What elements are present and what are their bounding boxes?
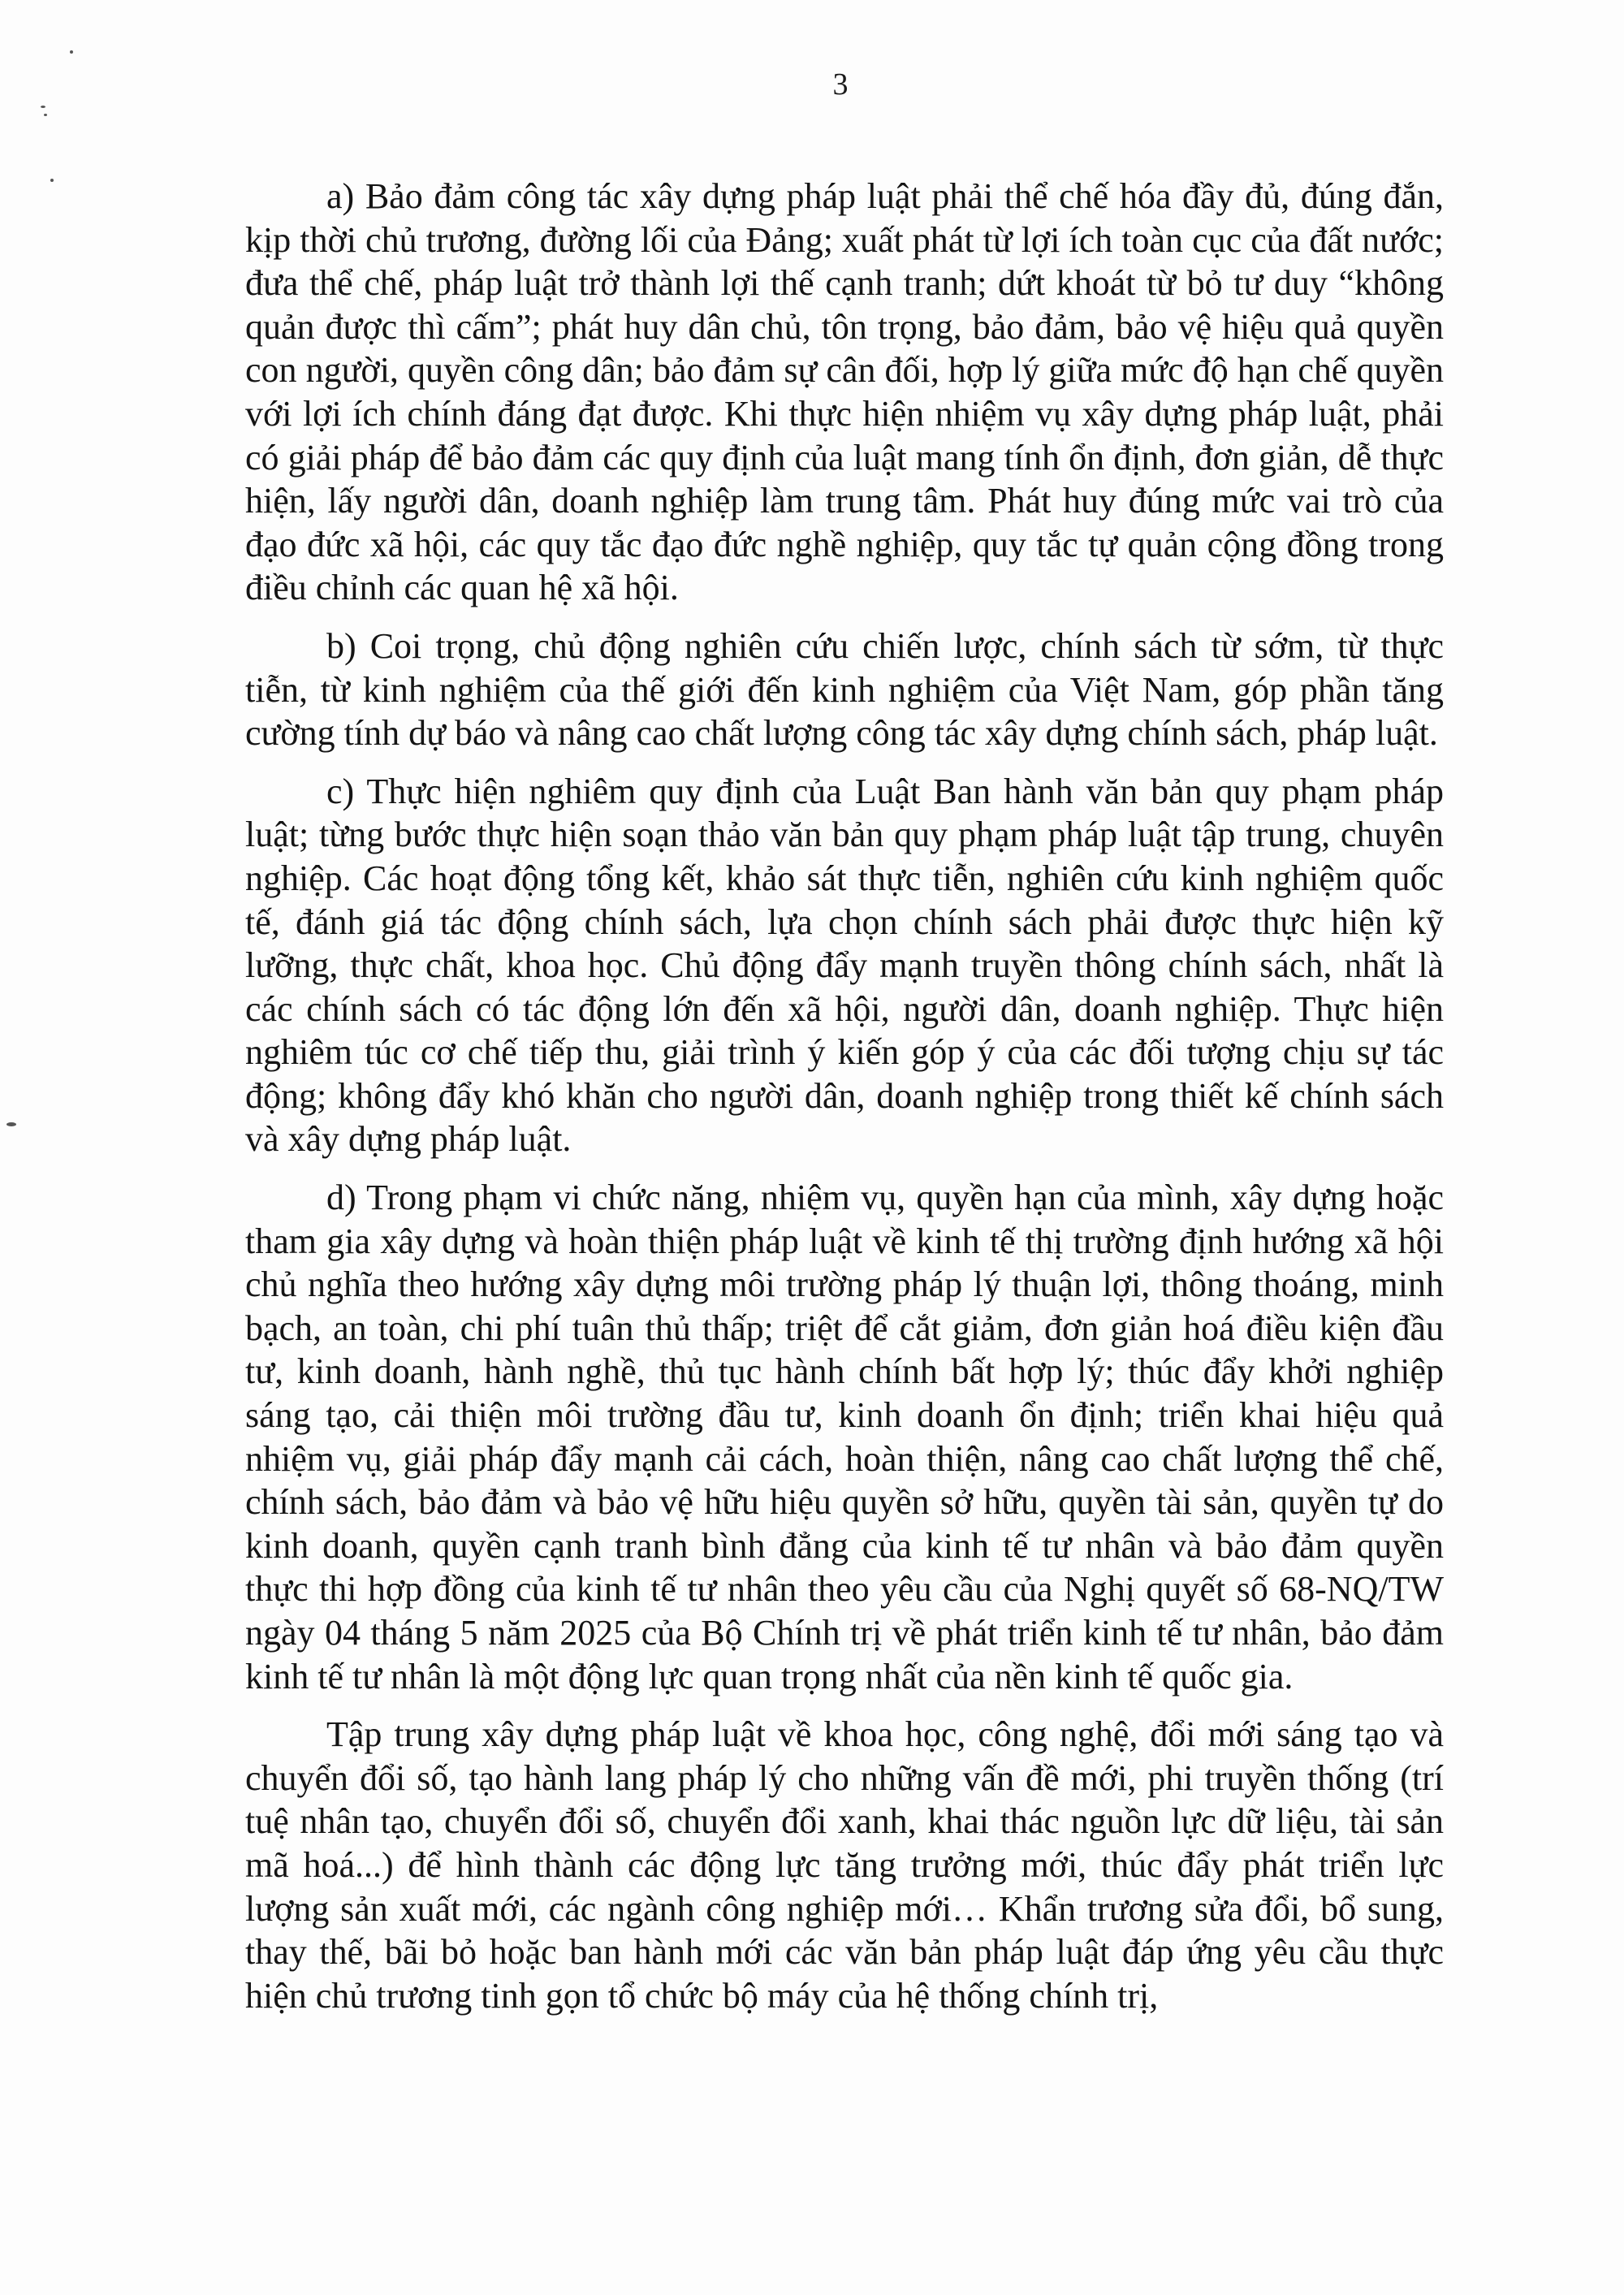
paragraph-b: b) Coi trọng, chủ động nghiên cứu chiến lược, chính sách từ sớm, từ thực tiễn, từ kinh nghiệm của thế giới đến kinh nghiệm của Việt Nam, góp phần tăng cường tính dự báo và nâng cao chất lượng công tác xây dựng chính sách, pháp luật.: [245, 625, 1444, 754]
paragraph-d: d) Trong phạm vi chức năng, nhiệm vụ, quyền hạn của mình, xây dựng hoặc tham gia xây dựng và hoàn thiện pháp luật về kinh tế thị trường định hướng xã hội chủ nghĩa theo hướng xây dựng môi trường pháp lý thuận lợi, thông thoáng, minh bạch, an toàn, chi phí tuân thủ thấp; triệt để cắt giảm, đơn giản hoá điều kiện đầu tư, kinh doanh, hành nghề, thủ tục hành chính bất hợp lý; thúc đẩy khởi nghiệp sáng tạo, cải thiện môi trường đầu tư, kinh doanh ổn định; triển khai hiệu quả nhiệm vụ, giải pháp đẩy mạnh cải cách, hoàn thiện, nâng cao chất lượng thể chế, chính sách, bảo đảm và bảo vệ hữu hiệu quyền sở hữu, quyền tài sản, quyền tự do kinh doanh, quyền cạnh tranh bình đẳng của kinh tế tư nhân và bảo đảm quyền thực thi hợp đồng của kinh tế tư nhân theo yêu cầu của Nghị quyết số 68-NQ/TW ngày 04 tháng 5 năm 2025 của Bộ Chính trị về phát triển kinh tế tư nhân, bảo đảm kinh tế tư nhân là một động lực quan trọng nhất của nền kinh tế quốc gia.: [245, 1178, 1444, 1696]
document-body: [245, 175, 1444, 2032]
scan-speck: [6, 1122, 16, 1126]
page-number: 3: [832, 67, 849, 102]
scan-speck: [70, 50, 73, 54]
paragraph-focus-science-tech: Tập trung xây dựng pháp luật về khoa học, công nghệ, đổi mới sáng tạo và chuyển đổi số, tạo hành lang pháp lý cho những vấn đề mới, phi truyền thống (trí tuệ nhân tạo, chuyển đổi số, chuyển đổi xanh, khai thác nguồn lực dữ liệu, tài sản mã hoá...) để hình thành các động lực tăng trưởng mới, thúc đẩy phát triển lực lượng sản xuất mới, các ngành công nghiệp mới… Khẩn trương sửa đổi, bổ sung, thay thế, bãi bỏ hoặc ban hành mới các văn bản pháp luật đáp ứng yêu cầu thực hiện chủ trương tinh gọn tổ chức bộ máy của hệ thống chính trị,: [245, 1714, 1444, 2016]
scan-speck: [44, 114, 47, 116]
paragraph-c: c) Thực hiện nghiêm quy định của Luật Ban hành văn bản quy phạm pháp luật; từng bước thực hiện soạn thảo văn bản quy phạm pháp luật tập trung, chuyên nghiệp. Các hoạt động tổng kết, khảo sát thực tiễn, nghiên cứu kinh nghiệm quốc tế, đánh giá tác động chính sách, lựa chọn chính sách phải được thực hiện kỹ lưỡng, thực chất, khoa học. Chủ động đẩy mạnh truyền thông chính sách, nhất là các chính sách có tác động lớn đến xã hội, người dân, doanh nghiệp. Thực hiện nghiêm túc cơ chế tiếp thu, giải trình ý kiến góp ý của các đối tượng chịu sự tác động; không đẩy khó khăn cho người dân, doanh nghiệp trong thiết kế chính sách và xây dựng pháp luật.: [245, 771, 1444, 1160]
scan-speck: [50, 179, 54, 182]
scan-speck: [41, 106, 45, 108]
paragraph-a: a) Bảo đảm công tác xây dựng pháp luật phải thể chế hóa đầy đủ, đúng đắn, kịp thời chủ trương, đường lối của Đảng; xuất phát từ lợi ích toàn cục của đất nước; đưa thể chế, pháp luật trở thành lợi thế cạnh tranh; dứt khoát từ bỏ tư duy “không quản được thì cấm”; phát huy dân chủ, tôn trọng, bảo đảm, bảo vệ hiệu quả quyền con người, quyền công dân; bảo đảm sự cân đối, hợp lý giữa mức độ hạn chế quyền với lợi ích chính đáng đạt được. Khi thực hiện nhiệm vụ xây dựng pháp luật, phải có giải pháp để bảo đảm các quy định của luật mang tính ổn định, đơn giản, dễ thực hiện, lấy người dân, doanh nghiệp làm trung tâm. Phát huy đúng mức vai trò của đạo đức xã hội, các quy tắc đạo đức nghề nghiệp, quy tắc tự quản cộng đồng trong điều chỉnh các quan hệ xã hội.: [245, 176, 1444, 608]
